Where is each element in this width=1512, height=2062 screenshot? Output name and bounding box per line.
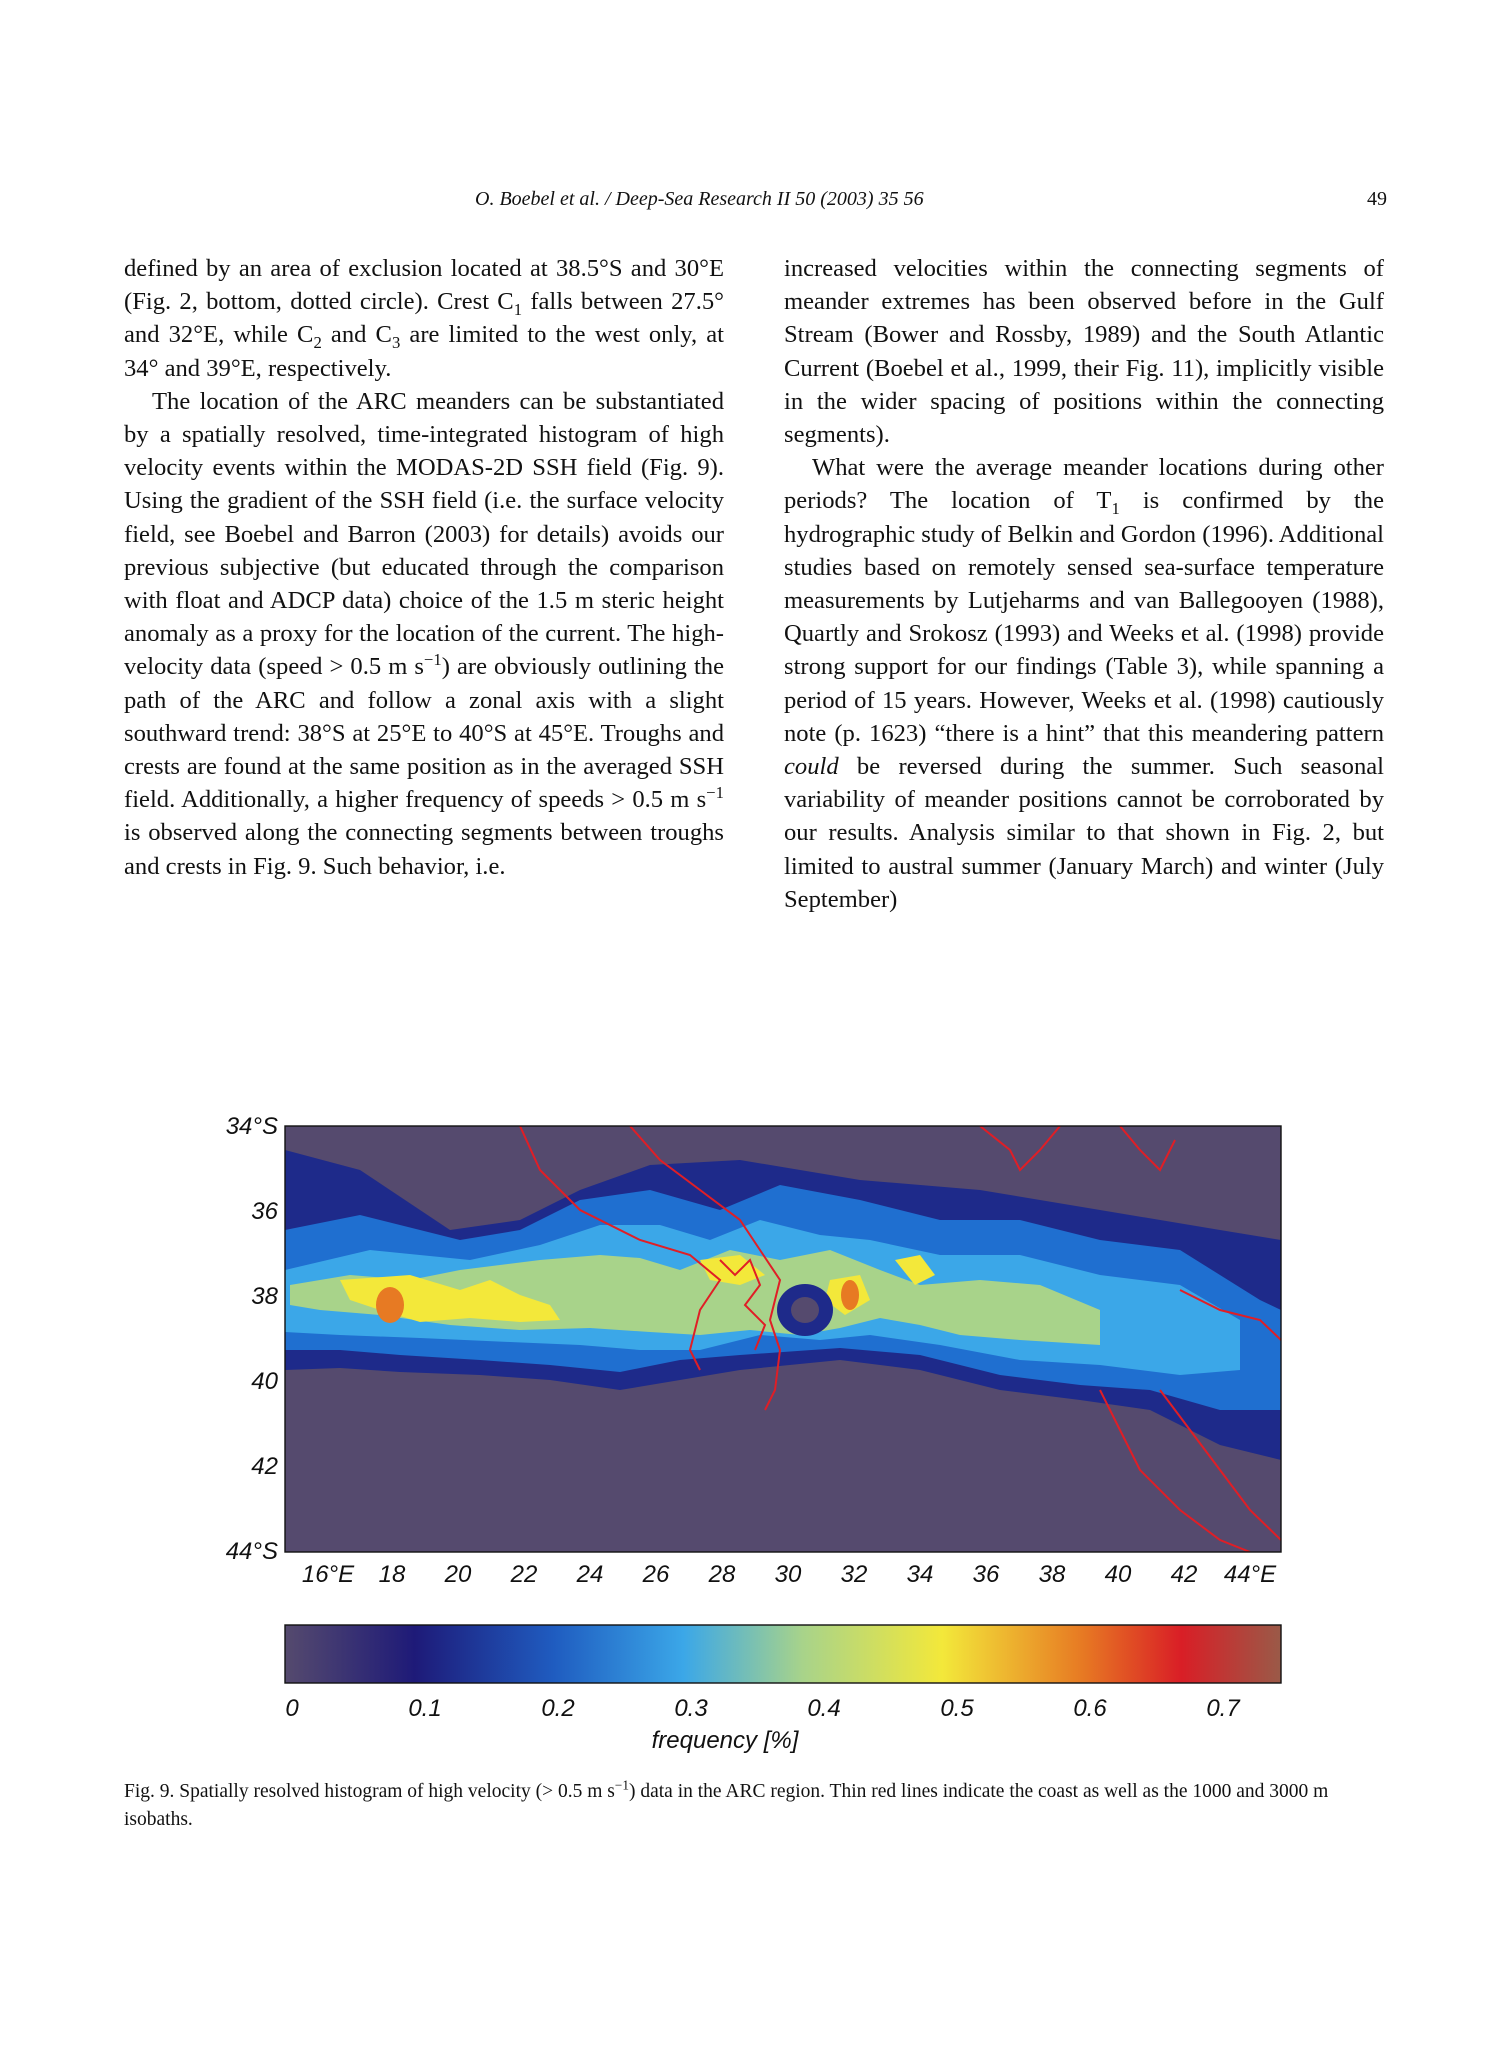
x-tick-label: 42 <box>1170 1561 1198 1588</box>
colorbar-label: frequency [%] <box>651 1727 799 1754</box>
colorbar-tick-label: 0.5 <box>940 1695 974 1722</box>
y-tick-label: 40 <box>251 1368 278 1395</box>
y-axis <box>226 1113 279 1565</box>
x-tick-label: 44°E <box>1223 1561 1277 1588</box>
colorbar-tick-label: 0.3 <box>674 1695 708 1722</box>
meander-eddy <box>791 1297 819 1323</box>
paragraph: The location of the ARC meanders can be substantiated by a spatially resolved, time-integrated histogram of high velocity events within the MODAS-2D SSH field (Fig. 9). Using the gradient of the SSH field (i.e. the surface velocity field, see Boebel and Barron (2003) for details) avoids our previous subjective (but educated through the comparison with float and ADCP data) choice of the 1.5 m steric height anomaly as a proxy for the location of the current. The high-velocity data (speed > 0.5 m $s^{-1}$) are obviously outlining the path of the ARC and follow a zonal axis with a slight southward trend: 38°S at 25°E to 40°S at 45°E. Troughs and crests are found at the same position as in the averaged SSH field. Additionally, a higher frequency of speeds > 0.5 m $s^{-1}$ is observed along the connecting segments between troughs and crests in Fig. 9. Such behavior, i.e. <box>124 387 724 880</box>
frequency-peak-orange <box>841 1280 859 1310</box>
x-tick-label: 30 <box>774 1561 802 1588</box>
x-tick-label: 16°E <box>301 1561 355 1588</box>
x-tick-label: 20 <box>444 1561 472 1588</box>
x-tick-label: 32 <box>840 1561 868 1588</box>
x-tick-label: 22 <box>510 1561 538 1588</box>
x-tick-label: 26 <box>642 1561 670 1588</box>
y-tick-label: 44°S <box>225 1538 278 1565</box>
left-column <box>124 252 724 883</box>
x-tick-label: 28 <box>708 1561 736 1588</box>
paragraph: increased velocities within the connecting segments of meander extremes has been observed before in the Gulf Stream (Bower and Rossby, 1989) and the South Atlantic Current (Boebel et al., 1999, their Fig. 11), implicitly visible in the wider spacing of positions within the connecting segments). <box>784 255 1384 449</box>
colorbar-tick-label: 0.1 <box>408 1695 442 1722</box>
frequency-peak-orange <box>376 1287 404 1323</box>
colorbar-tick-label: 0.4 <box>807 1695 841 1722</box>
y-tick-label: 34°S <box>225 1113 278 1140</box>
velocity-histogram-figure <box>220 1110 1300 1770</box>
paragraph: defined by an area of exclusion located at 38.5°S and 30°E (Fig. 2, bottom, dotted circle). Crest $C_1$ falls between 27.5° and 32°E, while $C_2$ and $C_3$ are limited to the west only, at 34° and 39°E, respectively. <box>124 255 724 382</box>
running-title: O. Boebel et al. / Deep-Sea Research II 50 (2003) 35 56 <box>475 188 924 210</box>
x-axis <box>302 1561 1277 1588</box>
x-tick-label: 24 <box>576 1561 604 1588</box>
colorbar <box>285 1625 1281 1683</box>
colorbar-ticks <box>285 1695 1241 1722</box>
map-panel <box>285 1126 1281 1552</box>
x-tick-label: 38 <box>1038 1561 1066 1588</box>
y-tick-label: 38 <box>251 1283 278 1310</box>
y-tick-label: 42 <box>251 1453 278 1480</box>
colorbar-tick-label: 0 <box>285 1695 299 1722</box>
x-tick-label: 40 <box>1104 1561 1132 1588</box>
colorbar-tick-label: 0.6 <box>1073 1695 1107 1722</box>
y-tick-label: 36 <box>251 1198 278 1225</box>
running-head <box>125 188 1387 218</box>
colorbar-tick-label: 0.2 <box>541 1695 575 1722</box>
right-column <box>784 252 1384 916</box>
x-tick-label: 34 <box>906 1561 934 1588</box>
page-number: 49 <box>1367 188 1387 210</box>
paragraph: What were the average meander locations during other periods? The location of $T_1$ is confirmed by the hydrographic study of Belkin and Gordon (1996). Additional studies based on remotely sensed sea-surface temperature measurements by Lutjeharms and van Ballegooyen (1988), Quartly and Srokosz (1993) and Weeks et al. (1998) provide strong support for our findings (Table 3), while spanning a period of 15 years. However, Weeks et al. (1998) cautiously note (p. 1623) “there is a hint” that this meandering pattern could be reversed during the summer. Such seasonal variability of meander positions cannot be corroborated by our results. Analysis similar to that shown in Fig. 2, but limited to austral summer (January March) and winter (July September) <box>784 454 1384 913</box>
figure-caption: Fig. 9. Spatially resolved histogram of high velocity (> 0.5 m $s^{-1}$) data in the ARC region. Thin red lines indicate the coast as well as the 1000 and 3000 m isobaths. <box>124 1777 1329 1830</box>
colorbar-tick-label: 0.7 <box>1206 1695 1240 1722</box>
x-tick-label: 36 <box>972 1561 1000 1588</box>
x-tick-label: 18 <box>378 1561 406 1588</box>
